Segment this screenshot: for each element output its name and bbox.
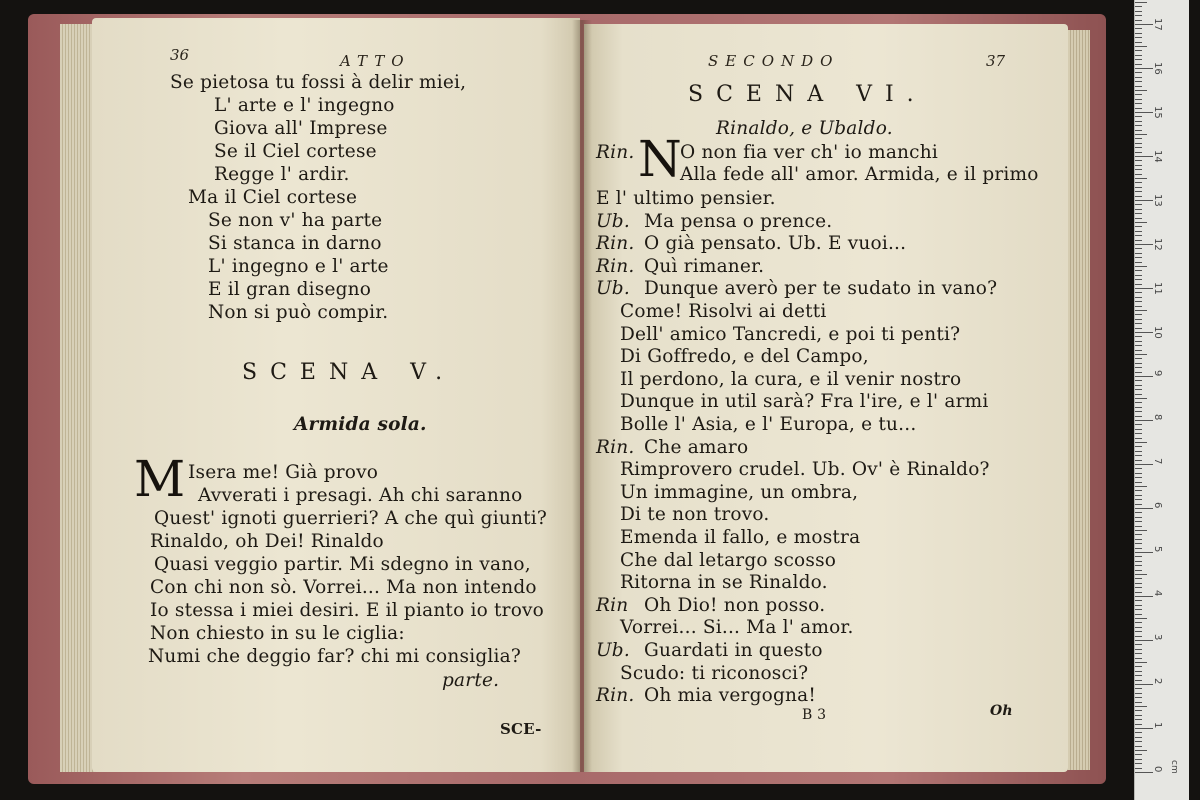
scene-persons: Armida sola. xyxy=(294,414,427,435)
dialogue-line: Dunque averò per te sudato in vano? xyxy=(644,278,998,300)
verse-line: Giova all' Imprese xyxy=(214,118,388,139)
ruler-tick xyxy=(1135,209,1142,210)
ruler-tick xyxy=(1135,561,1142,562)
verse-line: E il gran disegno xyxy=(208,279,372,300)
ruler-tick xyxy=(1135,534,1142,535)
ruler-tick xyxy=(1135,332,1153,333)
measuring-ruler xyxy=(1134,0,1189,800)
ruler-tick xyxy=(1135,605,1142,606)
verse-line: Se non v' ha parte xyxy=(208,210,383,231)
ruler-number: 1 xyxy=(1152,722,1163,729)
ruler-tick xyxy=(1135,86,1142,87)
ruler-tick xyxy=(1135,759,1142,760)
verse-line: Regge l' ardir. xyxy=(214,164,350,185)
ruler-tick xyxy=(1135,196,1142,197)
ruler-tick xyxy=(1135,570,1142,571)
ruler-tick xyxy=(1135,310,1147,311)
speaker-label: Rin. xyxy=(596,685,635,707)
ruler-tick xyxy=(1135,376,1153,377)
ruler-tick xyxy=(1135,768,1142,769)
ruler-number: 17 xyxy=(1152,18,1163,31)
ruler-tick xyxy=(1135,508,1153,509)
ruler-tick xyxy=(1135,46,1147,47)
ruler-tick xyxy=(1135,464,1153,465)
ruler-tick xyxy=(1135,574,1147,575)
ruler-tick xyxy=(1135,715,1142,716)
ruler-tick xyxy=(1135,380,1142,381)
ruler-tick xyxy=(1135,306,1142,307)
ruler-tick xyxy=(1135,468,1142,469)
ruler-tick xyxy=(1135,543,1142,544)
ruler-tick xyxy=(1135,499,1142,500)
dialogue-line: Scudo: ti riconosci? xyxy=(620,662,809,684)
ruler-tick xyxy=(1135,486,1147,487)
running-head: ATTO xyxy=(340,52,411,70)
ruler-tick xyxy=(1135,684,1153,685)
ruler-tick xyxy=(1135,314,1142,315)
ruler-tick xyxy=(1135,354,1147,355)
ruler-tick xyxy=(1135,90,1147,91)
ruler-tick xyxy=(1135,288,1153,289)
page-edges-left xyxy=(60,24,96,772)
ruler-tick xyxy=(1135,345,1142,346)
ruler-tick xyxy=(1135,649,1142,650)
ruler-tick xyxy=(1135,411,1142,412)
ruler-number: 6 xyxy=(1152,502,1163,509)
ruler-unit: cm xyxy=(1169,760,1179,774)
ruler-tick xyxy=(1135,631,1142,632)
ruler-tick xyxy=(1135,583,1142,584)
verse-line: Se pietosa tu fossi à delir miei, xyxy=(170,72,467,93)
dialogue-line: Oh mia vergogna! xyxy=(644,685,816,707)
ruler-tick xyxy=(1135,42,1142,43)
ruler-tick xyxy=(1135,693,1142,694)
ruler-tick xyxy=(1135,521,1142,522)
ruler-tick xyxy=(1135,460,1142,461)
ruler-number: 14 xyxy=(1152,150,1163,163)
ruler-tick xyxy=(1135,512,1142,513)
verse-line: Si stanca in darno xyxy=(208,233,382,254)
right-page xyxy=(584,24,1068,772)
ruler-tick xyxy=(1135,556,1142,557)
ruler-tick xyxy=(1135,578,1142,579)
ruler-tick xyxy=(1135,385,1142,386)
ruler-tick xyxy=(1135,640,1153,641)
ruler-tick xyxy=(1135,213,1142,214)
scene-persons: Rinaldo, e Ubaldo. xyxy=(716,118,893,139)
ruler-tick xyxy=(1135,156,1153,157)
dialogue-line: Ma pensa o prence. xyxy=(644,210,833,232)
ruler-tick xyxy=(1135,336,1142,337)
ruler-tick xyxy=(1135,363,1142,364)
ruler-tick xyxy=(1135,169,1142,170)
ruler-tick xyxy=(1135,248,1142,249)
dialogue-line: Che amaro xyxy=(644,436,749,458)
ruler-tick xyxy=(1135,134,1147,135)
ruler-tick xyxy=(1135,614,1142,615)
ruler-tick xyxy=(1135,253,1142,254)
ruler-tick xyxy=(1135,218,1142,219)
verse-line: L' ingegno e l' arte xyxy=(208,256,389,277)
verse-line: Rinaldo, oh Dei! Rinaldo xyxy=(150,531,384,552)
dialogue-line: O già pensato. Ub. E vuoi... xyxy=(644,233,907,255)
ruler-tick xyxy=(1135,600,1142,601)
ruler-tick xyxy=(1135,81,1142,82)
ruler-tick xyxy=(1135,596,1153,597)
ruler-tick xyxy=(1135,675,1142,676)
ruler-tick xyxy=(1135,341,1142,342)
ruler-number: 15 xyxy=(1152,106,1163,119)
verse-line: Se il Ciel cortese xyxy=(214,141,377,162)
ruler-tick xyxy=(1135,191,1142,192)
ruler-tick xyxy=(1135,77,1142,78)
speaker-label: Rin. xyxy=(596,142,635,163)
dialogue-line: Ritorna in se Rinaldo. xyxy=(620,572,828,594)
verse-line: Io stessa i miei desiri. E il pianto io trovo xyxy=(150,600,545,621)
ruler-number: 11 xyxy=(1152,282,1163,295)
ruler-tick xyxy=(1135,732,1142,733)
drop-cap: N xyxy=(638,130,682,188)
ruler-tick xyxy=(1135,587,1142,588)
ruler-tick xyxy=(1135,226,1142,227)
ruler-tick xyxy=(1135,182,1142,183)
ruler-tick xyxy=(1135,284,1142,285)
ruler-number: 3 xyxy=(1152,634,1163,641)
stage-direction: parte. xyxy=(442,670,500,691)
ruler-tick xyxy=(1135,455,1142,456)
ruler-tick xyxy=(1135,433,1142,434)
verse-line: Isera me! Già provo xyxy=(188,462,379,483)
ruler-tick xyxy=(1135,490,1142,491)
speaker-label: Ub. xyxy=(596,278,630,300)
ruler-tick xyxy=(1135,627,1142,628)
scene-title: SCENA VI. xyxy=(688,82,927,107)
ruler-tick xyxy=(1135,680,1142,681)
ruler-tick xyxy=(1135,636,1142,637)
signature-mark: B 3 xyxy=(802,707,827,723)
ruler-tick xyxy=(1135,350,1142,351)
catchword: SCE- xyxy=(500,720,542,738)
ruler-tick xyxy=(1135,482,1142,483)
ruler-tick xyxy=(1135,147,1142,148)
ruler-tick xyxy=(1135,266,1147,267)
ruler-tick xyxy=(1135,592,1142,593)
ruler-tick xyxy=(1135,15,1142,16)
verse-line: Non si può compir. xyxy=(208,302,389,323)
verse-line: Ma il Ciel cortese xyxy=(188,187,358,208)
ruler-tick xyxy=(1135,270,1142,271)
ruler-tick xyxy=(1135,319,1142,320)
ruler-tick xyxy=(1135,275,1142,276)
ruler-tick xyxy=(1135,473,1142,474)
drop-cap: M xyxy=(134,450,186,508)
ruler-number: 9 xyxy=(1152,370,1163,377)
dialogue-line: Di Goffredo, e del Campo, xyxy=(620,346,869,368)
ruler-tick xyxy=(1135,424,1142,425)
ruler-tick xyxy=(1135,495,1142,496)
ruler-tick xyxy=(1135,108,1142,109)
ruler-tick xyxy=(1135,750,1147,751)
ruler-tick xyxy=(1135,530,1147,531)
speaker-label: Rin. xyxy=(596,436,635,458)
ruler-tick xyxy=(1135,174,1142,175)
ruler-tick xyxy=(1135,6,1142,7)
ruler-tick xyxy=(1135,402,1142,403)
dialogue-line: Di te non trovo. xyxy=(620,504,770,526)
ruler-number: 8 xyxy=(1152,414,1163,421)
dialogue-line: E l' ultimo pensier. xyxy=(596,188,776,209)
ruler-tick xyxy=(1135,539,1142,540)
scene-title: SCENA V. xyxy=(242,360,456,385)
ruler-tick xyxy=(1135,618,1147,619)
verse-line: Numi che deggio far? chi mi consiglia? xyxy=(148,646,521,667)
ruler-tick xyxy=(1135,72,1142,73)
ruler-tick xyxy=(1135,671,1142,672)
dialogue-line: Guardati in questo xyxy=(644,640,823,661)
left-page xyxy=(92,18,580,772)
ruler-tick xyxy=(1135,477,1142,478)
ruler-tick xyxy=(1135,442,1147,443)
ruler-tick xyxy=(1135,367,1142,368)
ruler-tick xyxy=(1135,143,1142,144)
dialogue-line: Un immagine, un ombra, xyxy=(620,481,859,503)
ruler-tick xyxy=(1135,103,1142,104)
ruler-tick xyxy=(1135,548,1142,549)
ruler-tick xyxy=(1135,666,1142,667)
ruler-tick xyxy=(1135,737,1142,738)
ruler-number: 0 xyxy=(1152,766,1163,773)
ruler-tick xyxy=(1135,200,1153,201)
ruler-tick xyxy=(1135,130,1142,131)
ruler-tick xyxy=(1135,301,1142,302)
ruler-tick xyxy=(1135,772,1153,773)
verse-line: O non fia ver ch' io manchi xyxy=(680,142,938,163)
book-gutter xyxy=(572,20,592,772)
ruler-tick xyxy=(1135,504,1142,505)
ruler-tick xyxy=(1135,68,1153,69)
verse-line: Quasi veggio partir. Mi sdegno in vano, xyxy=(154,554,531,575)
ruler-tick xyxy=(1135,20,1142,21)
ruler-tick xyxy=(1135,99,1142,100)
ruler-tick xyxy=(1135,372,1142,373)
verse-line: Non chiesto in su le ciglia: xyxy=(150,623,405,644)
ruler-number: 7 xyxy=(1152,458,1163,465)
verse-line: Quest' ignoti guerrieri? A che quì giunti? xyxy=(154,508,547,529)
ruler-tick xyxy=(1135,429,1142,430)
ruler-tick xyxy=(1135,565,1142,566)
ruler-tick xyxy=(1135,552,1153,553)
ruler-tick xyxy=(1135,416,1142,417)
ruler-tick xyxy=(1135,746,1142,747)
ruler-tick xyxy=(1135,526,1142,527)
ruler-tick xyxy=(1135,178,1147,179)
ruler-tick xyxy=(1135,112,1153,113)
ruler-tick xyxy=(1135,719,1142,720)
dialogue-line: Il perdono, la cura, e il venir nostro xyxy=(620,368,962,390)
running-head: SECONDO xyxy=(708,52,840,70)
ruler-number: 10 xyxy=(1152,326,1163,339)
dialogue-line: Emenda il fallo, e mostra xyxy=(620,527,861,548)
ruler-tick xyxy=(1135,323,1142,324)
ruler-tick xyxy=(1135,235,1142,236)
ruler-tick xyxy=(1135,451,1142,452)
ruler-tick xyxy=(1135,407,1142,408)
ruler-tick xyxy=(1135,438,1142,439)
ruler-tick xyxy=(1135,297,1142,298)
ruler-tick xyxy=(1135,653,1142,654)
dialogue-line: Oh Dio! non posso. xyxy=(644,594,826,616)
ruler-tick xyxy=(1135,152,1142,153)
ruler-tick xyxy=(1135,658,1142,659)
dialogue-line: Che dal letargo scosso xyxy=(620,549,837,571)
ruler-tick xyxy=(1135,389,1142,390)
ruler-tick xyxy=(1135,754,1142,755)
ruler-tick xyxy=(1135,728,1153,729)
ruler-tick xyxy=(1135,644,1142,645)
ruler-tick xyxy=(1135,125,1142,126)
ruler-tick xyxy=(1135,94,1142,95)
verse-line: Avverati i presagi. Ah chi saranno xyxy=(198,485,523,506)
verse-line: Con chi non sò. Vorrei... Ma non intendo xyxy=(150,577,537,598)
dialogue-line: Bolle l' Asia, e l' Europa, e tu... xyxy=(620,414,917,435)
ruler-tick xyxy=(1135,688,1142,689)
ruler-tick xyxy=(1135,257,1142,258)
page-number: 37 xyxy=(986,52,1006,70)
ruler-number: 12 xyxy=(1152,238,1163,251)
ruler-tick xyxy=(1135,160,1142,161)
page-number: 36 xyxy=(170,46,190,64)
speaker-label: Rin. xyxy=(596,233,635,255)
catchword: Oh xyxy=(990,703,1013,719)
dialogue-line: Vorrei... Si... Ma l' amor. xyxy=(620,617,854,639)
dialogue-line: Dell' amico Tancredi, e poi ti penti? xyxy=(620,323,961,345)
ruler-tick xyxy=(1135,187,1142,188)
dialogue-line: Dunque in util sarà? Fra l'ire, e l' armi xyxy=(620,391,989,413)
ruler-tick xyxy=(1135,240,1142,241)
dialogue-line: Rimprovero crudel. Ub. Ov' è Rinaldo? xyxy=(620,459,990,481)
ruler-tick xyxy=(1135,446,1142,447)
ruler-tick xyxy=(1135,244,1153,245)
ruler-tick xyxy=(1135,279,1142,280)
ruler-tick xyxy=(1135,37,1142,38)
ruler-tick xyxy=(1135,292,1142,293)
ruler-tick xyxy=(1135,517,1142,518)
ruler-tick xyxy=(1135,741,1142,742)
ruler-tick xyxy=(1135,724,1142,725)
ruler-tick xyxy=(1135,394,1142,395)
ruler-tick xyxy=(1135,702,1142,703)
speaker-label: Rin. xyxy=(596,255,635,277)
ruler-tick xyxy=(1135,28,1142,29)
verse-line: Alla fede all' amor. Armida, e il primo xyxy=(680,164,1039,185)
speaker-label: Ub. xyxy=(596,210,630,232)
ruler-tick xyxy=(1135,420,1153,421)
ruler-tick xyxy=(1135,231,1142,232)
ruler-tick xyxy=(1135,662,1147,663)
ruler-tick xyxy=(1135,622,1142,623)
ruler-tick xyxy=(1135,64,1142,65)
ruler-tick xyxy=(1135,50,1142,51)
ruler-number: 2 xyxy=(1152,678,1163,685)
ruler-tick xyxy=(1135,33,1142,34)
ruler-tick xyxy=(1135,222,1147,223)
ruler-tick xyxy=(1135,121,1142,122)
ruler-tick xyxy=(1135,2,1147,3)
ruler-tick xyxy=(1135,609,1142,610)
dialogue-line: Quì rimaner. xyxy=(644,255,765,277)
ruler-tick xyxy=(1135,328,1142,329)
ruler-tick xyxy=(1135,697,1142,698)
ruler-tick xyxy=(1135,398,1147,399)
ruler-tick xyxy=(1135,358,1142,359)
ruler-number: 13 xyxy=(1152,194,1163,207)
ruler-tick xyxy=(1135,262,1142,263)
ruler-tick xyxy=(1135,165,1142,166)
speaker-label: Ub. xyxy=(596,640,630,661)
ruler-tick xyxy=(1135,138,1142,139)
ruler-number: 5 xyxy=(1152,546,1163,553)
ruler-tick xyxy=(1135,59,1142,60)
ruler-number: 4 xyxy=(1152,590,1163,597)
ruler-tick xyxy=(1135,710,1142,711)
ruler-tick xyxy=(1135,116,1142,117)
ruler-tick xyxy=(1135,706,1147,707)
dialogue-line: Come! Risolvi ai detti xyxy=(620,301,827,322)
speaker-label: Rin xyxy=(596,594,629,616)
ruler-number: 16 xyxy=(1152,62,1163,75)
ruler-tick xyxy=(1135,204,1142,205)
ruler-tick xyxy=(1135,11,1142,12)
ruler-tick xyxy=(1135,763,1142,764)
verse-line: L' arte e l' ingegno xyxy=(214,95,395,116)
ruler-tick xyxy=(1135,24,1153,25)
ruler-tick xyxy=(1135,55,1142,56)
